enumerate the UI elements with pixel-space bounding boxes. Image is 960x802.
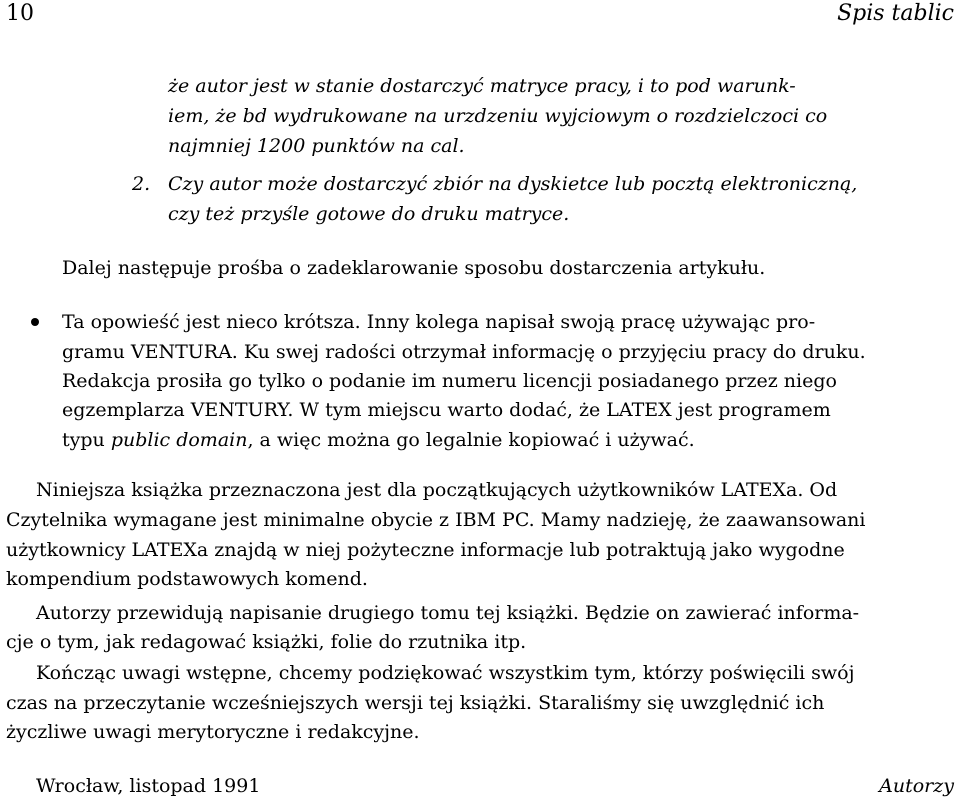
text-line: Czytelnika wymagane jest minimalne obycie z IBM PC. Mamy nadzieję, że zaawansowani (6, 509, 866, 531)
text-line: Niniejsza książka przeznaczona jest dla początkujących użytkowników LATEXa. Od (36, 479, 838, 501)
text-line: iem, że bd wydrukowane na urzdzeniu wyjciowym o rozdzielczoci co (168, 105, 828, 127)
text-line: gramu VENTURA. Ku swej radości otrzymał informację o przyjęciu pracy do druku. (62, 341, 866, 363)
text-line: cje o tym, jak redagować książki, folie do rzutnika itp. (6, 631, 527, 653)
bullet-icon (31, 318, 39, 326)
text-run: , a więc można go legalnie kopiować i używać. (247, 429, 695, 451)
text-line: Kończąc uwagi wstępne, chcemy podziękować wszystkim tym, którzy poświęcili swój (36, 662, 855, 684)
text-line: użytkownicy LATEXa znajdą w niej pożyteczne informacje lub potraktują jako wygodne (6, 539, 845, 561)
text-line (62, 428, 695, 452)
running-title: Spis tablic (837, 1, 954, 26)
text-line: Ta opowieść jest nieco krótsza. Inny kolega napisał swoją pracę używając pro- (62, 311, 816, 333)
text-line: Redakcja prosiła go tylko o podanie im numeru licencji posiadanego przez niego (62, 370, 837, 392)
text-run: typu (62, 429, 111, 451)
italic-term: public domain (110, 429, 248, 451)
paragraph-dalej: Dalej następuje prośba o zadeklarowanie sposobu dostarczenia artykułu. (62, 257, 766, 279)
signature-authors: Autorzy (879, 775, 954, 797)
text-line: Autorzy przewidują napisanie drugiego tomu tej książki. Będzie on zawierać informa- (36, 602, 860, 624)
text-line: kompendium podstawowych komend. (6, 568, 368, 590)
list-number: 2. (132, 173, 151, 195)
text-line: Czy autor może dostarczyć zbiór na dyskietce lub pocztą elektroniczną, (168, 173, 858, 195)
text-line: życzliwe uwagi merytoryczne i redakcyjne. (6, 721, 420, 743)
page-number: 10 (6, 1, 34, 26)
text-line: czy też przyśle gotowe do druku matryce. (168, 203, 570, 225)
text-line: czas na przeczytanie wcześniejszych wersji tej książki. Staraliśmy się uwzględnić ich (6, 692, 825, 714)
text-line: że autor jest w stanie dostarczyć matryce pracy, i to pod warunk- (168, 75, 796, 97)
signature-place-date: Wrocław, listopad 1991 (36, 775, 261, 797)
text-line: najmniej 1200 punktów na cal. (168, 135, 465, 157)
text-line: egzemplarza VENTURY. W tym miejscu warto dodać, że LATEX jest programem (62, 399, 831, 421)
